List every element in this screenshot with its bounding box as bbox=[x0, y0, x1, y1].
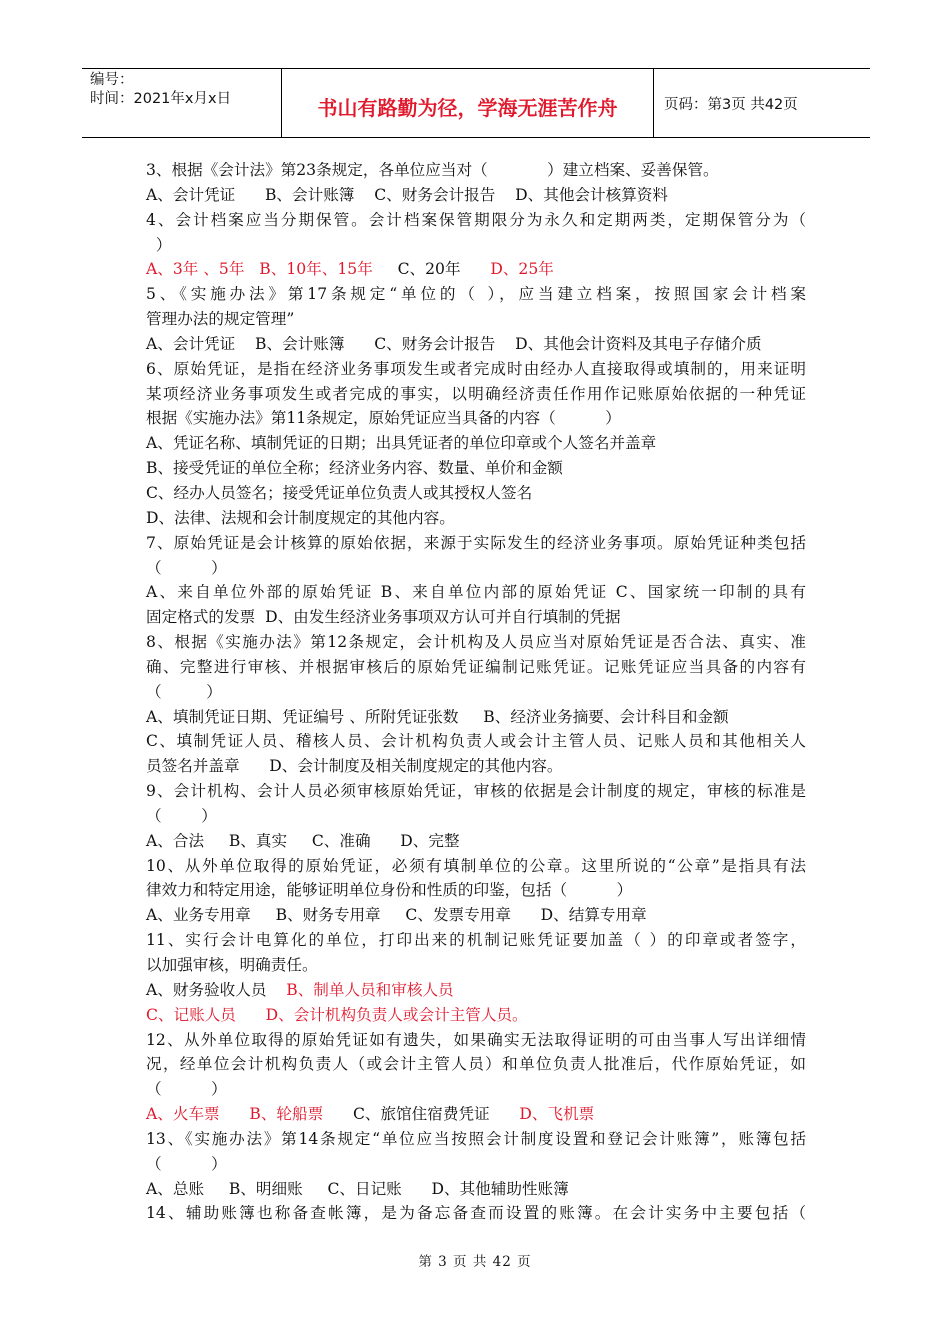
text-line bbox=[146, 1003, 806, 1028]
text-line bbox=[146, 456, 806, 481]
line-text: C、旅馆住宿费凭证 bbox=[323, 1105, 520, 1124]
line-text: A、来自单位外部的原始凭证 B、来自单位内部的原始凭证 C、国家统一印制的具有 bbox=[146, 583, 806, 602]
text-line bbox=[146, 1201, 806, 1226]
text-line bbox=[146, 729, 806, 754]
text-line bbox=[146, 556, 806, 581]
text-line bbox=[146, 307, 806, 332]
line-text: ） bbox=[146, 235, 172, 254]
line-text: 根据《实施办法》第11条规定，原始凭证应当具备的内容（ ） bbox=[146, 409, 621, 428]
document-body bbox=[146, 158, 806, 1226]
text-line bbox=[146, 630, 806, 655]
line-text: （ ） bbox=[146, 806, 217, 825]
line-text: 7、原始凭证是会计核算的原始依据，来源于实际发生的经济业务事项。原始凭证种类包括 bbox=[146, 533, 806, 552]
line-text: A、填制凭证日期、凭证编号 、所附凭证张数 B、经济业务摘要、会计科目和金额 bbox=[146, 707, 729, 726]
answer-text: D、25年 bbox=[490, 260, 554, 279]
text-line bbox=[146, 1102, 806, 1127]
line-text: A、会计凭证 B、会计账簿 C、财务会计报告 D、其他会计核算资料 bbox=[146, 185, 668, 204]
text-line bbox=[146, 680, 806, 705]
text-line bbox=[146, 854, 806, 879]
text-line bbox=[146, 382, 806, 407]
text-line bbox=[146, 978, 806, 1003]
header-meta bbox=[82, 69, 282, 137]
line-text: 14、辅助账簿也称备查帐簿，是为备忘备查而设置的账簿。在会计实务中主要包括（ bbox=[146, 1204, 806, 1223]
line-text: （ ） bbox=[146, 1154, 227, 1173]
line-text: A、会计凭证 B、会计账簿 C、财务会计报告 D、其他会计资料及其电子存储介质 bbox=[146, 334, 762, 353]
line-text: 况，经单位会计机构负责人（或会计主管人员）和单位负责人批准后，代作原始凭证，如 bbox=[146, 1055, 806, 1074]
line-text: 12、从外单位取得的原始凭证如有遗失，如果确实无法取得证明的可由当事人写出详细情 bbox=[146, 1030, 806, 1049]
answer-text: C、记账人员 D、会计机构负责人或会计主管人员。 bbox=[146, 1005, 528, 1024]
text-line bbox=[146, 754, 806, 779]
line-text: C、20年 bbox=[372, 260, 491, 279]
text-line bbox=[146, 1152, 806, 1177]
answer-text: D、飞机票 bbox=[519, 1105, 595, 1124]
line-text: D、法律、法规和会计制度规定的其他内容。 bbox=[146, 508, 455, 527]
text-line bbox=[146, 1028, 806, 1053]
line-text: 8、根据《实施办法》第12条规定，会计机构及人员应当对原始凭证是否合法、真实、准 bbox=[146, 633, 806, 652]
line-text: 管理办法的规定管理” bbox=[146, 310, 295, 329]
time-label: 时间：2021年x月x日 bbox=[90, 91, 232, 107]
answer-text: B、制单人员和审核人员 bbox=[286, 980, 454, 999]
line-text: A、总账 B、明细账 C、日记账 D、其他辅助性账簿 bbox=[146, 1179, 569, 1198]
line-text: 11、实行会计电算化的单位，打印出来的机制记账凭证要加盖（ ）的印章或者签字， bbox=[146, 931, 806, 950]
text-line bbox=[146, 928, 806, 953]
line-text: 固定格式的发票 D、由发生经济业务事项双方认可并自行填制的凭据 bbox=[146, 608, 621, 627]
text-line bbox=[146, 804, 806, 829]
text-line bbox=[146, 655, 806, 680]
text-line bbox=[146, 481, 806, 506]
text-line bbox=[146, 953, 806, 978]
text-line bbox=[146, 282, 806, 307]
line-text: A、财务验收人员 bbox=[146, 980, 287, 999]
text-line bbox=[146, 158, 806, 183]
line-text: 9、会计机构、会计人员必须审核原始凭证，审核的依据是会计制度的规定，审核的标准是 bbox=[146, 782, 806, 801]
text-line bbox=[146, 531, 806, 556]
line-text: A、合法 B、真实 C、准确 D、完整 bbox=[146, 831, 460, 850]
line-text: 确、完整进行审核、并根据审核后的原始凭证编制记账凭证。记账凭证应当具备的内容有 bbox=[146, 657, 806, 676]
line-text: 律效力和特定用途，能够证明单位身份和性质的印鉴，包括（ ） bbox=[146, 881, 633, 900]
text-line bbox=[146, 506, 806, 531]
text-line bbox=[146, 580, 806, 605]
text-line bbox=[146, 332, 806, 357]
text-line bbox=[146, 878, 806, 903]
text-line bbox=[146, 406, 806, 431]
number-label: 编号： bbox=[90, 72, 134, 88]
text-line bbox=[146, 431, 806, 456]
answer-text: A、火车票 B、轮船票 bbox=[146, 1105, 324, 1124]
text-line bbox=[146, 903, 806, 928]
line-text: （ ） bbox=[146, 682, 222, 701]
text-line bbox=[146, 705, 806, 730]
line-text: 以加强审核，明确责任。 bbox=[146, 956, 318, 974]
line-text: C、经办人员签名；接受凭证单位负责人或其授权人签名 bbox=[146, 483, 533, 502]
motto: 书山有路勤为径，学海无涯苦作舟 bbox=[282, 69, 654, 137]
line-text: 10、从外单位取得的原始凭证，必须有填制单位的公章。这里所说的“公章”是指具有法 bbox=[146, 856, 806, 875]
line-text: A、凭证名称、填制凭证的日期；出具凭证者的单位印章或个人签名并盖章 bbox=[146, 434, 657, 453]
text-line bbox=[146, 829, 806, 854]
text-line bbox=[146, 1052, 806, 1077]
text-line bbox=[146, 779, 806, 804]
line-text: 5、《实施办法》第17条规定“单位的（ ），应当建立档案，按照国家会计档案 bbox=[146, 285, 806, 304]
text-line bbox=[146, 183, 806, 208]
line-text: 6、原始凭证，是指在经济业务事项发生或者完成时由经办人直接取得或填制的，用来证明 bbox=[146, 359, 806, 378]
answer-text: A、3年 、5年 B、10年、15年 bbox=[146, 260, 373, 279]
text-line bbox=[146, 1077, 806, 1102]
line-text: 员签名并盖章 D、会计制度及相关制度规定的其他内容。 bbox=[146, 757, 563, 776]
text-line bbox=[146, 233, 806, 258]
line-text: C、填制凭证人员、稽核人员、会计机构负责人或会计主管人员、记账人员和其他相关人 bbox=[146, 732, 806, 751]
line-text: 某项经济业务事项发生或者完成的事实，以明确经济责任作用作记账原始依据的一种凭证 bbox=[146, 384, 806, 403]
text-line bbox=[146, 208, 806, 233]
page-indicator: 页码：第3页 共42页 bbox=[664, 96, 798, 113]
text-line bbox=[146, 357, 806, 382]
text-line bbox=[146, 1177, 806, 1202]
line-text: 3、根据《会计法》第23条规定，各单位应当对（ ）建立档案、妥善保管。 bbox=[146, 161, 719, 179]
line-text: A、业务专用章 B、财务专用章 C、发票专用章 D、结算专用章 bbox=[146, 906, 647, 925]
line-text: （ ） bbox=[146, 558, 227, 577]
page-footer: 第 3 页 共 42 页 bbox=[418, 1254, 532, 1270]
line-text: （ ） bbox=[146, 1080, 227, 1099]
text-line bbox=[146, 1127, 806, 1152]
line-text: 13、《实施办法》第14条规定“单位应当按照会计制度设置和登记会计账簿”，账簿包括 bbox=[146, 1129, 806, 1148]
line-text: B、接受凭证的单位全称；经济业务内容、数量、单价和金额 bbox=[146, 459, 563, 478]
text-line bbox=[146, 605, 806, 630]
text-line bbox=[146, 257, 806, 282]
page-header bbox=[82, 68, 870, 138]
line-text: 4、会计档案应当分期保管。会计档案保管期限分为永久和定期两类，定期保管分为（ bbox=[146, 210, 806, 229]
